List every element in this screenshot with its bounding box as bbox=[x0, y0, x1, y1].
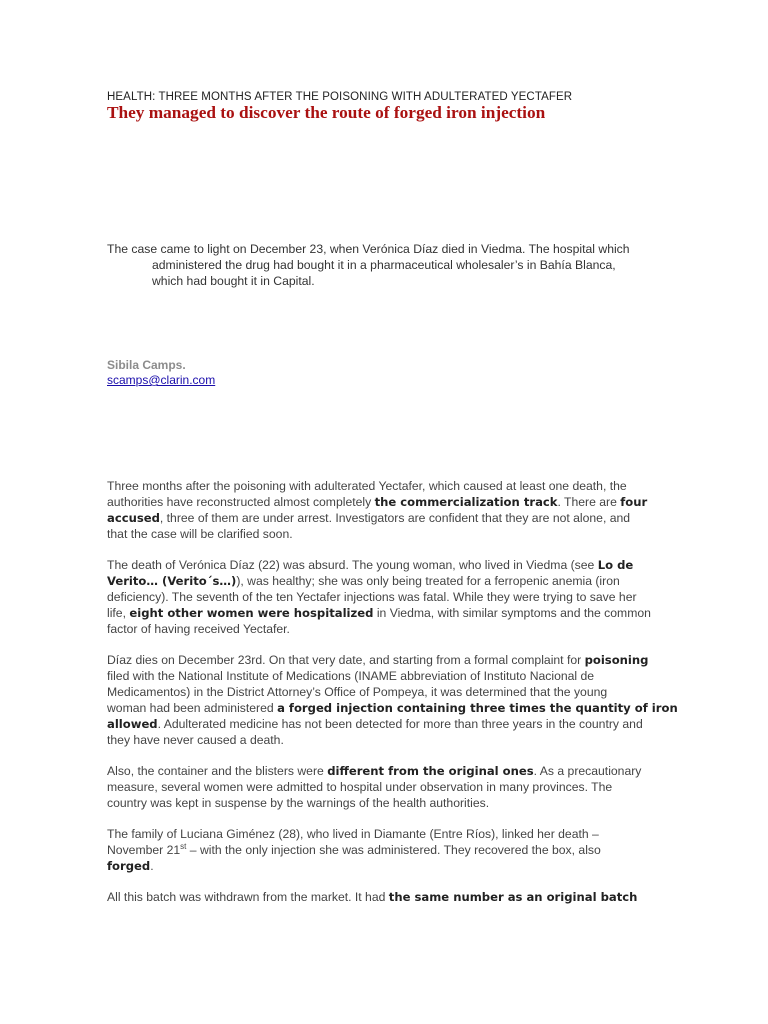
text-line: that the case will be clarified soon. bbox=[107, 527, 293, 541]
text-run: . Adulterated medicine has not been detected for more than three years in the country and bbox=[157, 717, 643, 731]
text-run: November 21 bbox=[107, 843, 181, 857]
text-run: ), was healthy; she was only being treated for a ferropenic anemia (iron bbox=[236, 574, 620, 588]
text-line: factor of having received Yectafer. bbox=[107, 622, 290, 636]
text-line bbox=[107, 889, 663, 905]
article-body bbox=[107, 478, 678, 920]
text-run: . There are bbox=[557, 495, 621, 509]
text-line bbox=[107, 494, 663, 510]
text-line bbox=[107, 557, 663, 573]
bold-text: a forged injection containing three times the quantity of iron bbox=[277, 701, 678, 715]
text-run: woman had been administered bbox=[107, 701, 278, 715]
text-line bbox=[107, 858, 663, 874]
text-line bbox=[107, 573, 663, 589]
summary-line: The case came to light on December 23, when Verónica Díaz died in Viedma. The hospital which bbox=[107, 242, 630, 256]
text-line: country was kept in suspense by the warnings of the health authorities. bbox=[107, 796, 490, 810]
bold-text: accused bbox=[107, 511, 160, 525]
summary-line: which had bought it in Capital. bbox=[152, 274, 315, 288]
section-kicker: HEALTH: THREE MONTHS AFTER THE POISONING WITH ADULTERATED YECTAFER bbox=[107, 91, 573, 103]
text-run: All this batch was withdrawn from the market. It had bbox=[107, 890, 389, 904]
text-line bbox=[107, 763, 663, 779]
author-email-link[interactable]: scamps@clarin.com bbox=[107, 373, 216, 387]
text-run: in Viedma, with similar symptoms and the common bbox=[373, 606, 651, 620]
text-line: Medicamentos) in the District Attorney’s Office of Pompeya, it was determined that the young bbox=[107, 685, 608, 699]
bold-text: the commercialization track bbox=[374, 495, 558, 509]
text-line bbox=[107, 842, 663, 858]
text-run: The death of Verónica Díaz (22) was absurd. The young woman, who lived in Viedma (see bbox=[107, 558, 598, 572]
text-run: – with the only injection she was administered. They recovered the box, also bbox=[186, 843, 601, 857]
text-run: Also, the container and the blisters were bbox=[107, 764, 328, 778]
summary-line: administered the drug had bought it in a pharmaceutical wholesaler’s in Bahía Blanca, bbox=[152, 258, 616, 272]
bold-text: the same number as an original batch bbox=[388, 890, 638, 904]
paragraph bbox=[107, 478, 663, 542]
text-run: life, bbox=[107, 606, 130, 620]
text-line bbox=[107, 510, 663, 526]
bold-text: allowed bbox=[107, 717, 158, 731]
superscript: st bbox=[180, 841, 187, 851]
text-line bbox=[107, 652, 663, 668]
text-line: filed with the National Institute of Medications (INAME abbreviation of Instituto Nacional de bbox=[107, 669, 595, 683]
bold-text: Lo de bbox=[597, 558, 634, 572]
text-line: deficiency). The seventh of the ten Yectafer injections was fatal. While they were trying to save her bbox=[107, 590, 637, 604]
bold-text: four bbox=[620, 495, 648, 509]
text-run: . As a precautionary bbox=[533, 764, 642, 778]
text-line bbox=[107, 716, 663, 732]
text-run: , three of them are under arrest. Investigators are confident that they are not alone, and bbox=[159, 511, 631, 525]
paragraph bbox=[107, 889, 663, 905]
text-line: they have never caused a death. bbox=[107, 733, 284, 747]
paragraph bbox=[107, 763, 663, 811]
text-line bbox=[107, 605, 663, 621]
paragraph bbox=[107, 652, 678, 748]
text-line bbox=[107, 700, 678, 716]
paragraph bbox=[107, 826, 663, 874]
text-line: Three months after the poisoning with adulterated Yectafer, which caused at least one death, the bbox=[107, 479, 627, 493]
headline: They managed to discover the route of forged iron injection bbox=[107, 103, 546, 122]
bold-text: poisoning bbox=[584, 653, 649, 667]
bold-text: eight other women were hospitalized bbox=[129, 606, 374, 620]
article-summary bbox=[107, 241, 663, 289]
text-run: authorities have reconstructed almost completely bbox=[107, 495, 375, 509]
bold-text: forged bbox=[107, 859, 151, 873]
bold-text: different from the original ones bbox=[327, 764, 534, 778]
text-line: measure, several women were admitted to hospital under observation in many provinces. The bbox=[107, 780, 613, 794]
author-name: Sibila Camps. bbox=[107, 358, 186, 372]
text-line: The family of Luciana Giménez (28), who lived in Diamante (Entre Ríos), linked her death – bbox=[107, 827, 599, 841]
paragraph bbox=[107, 557, 663, 637]
text-run: Díaz dies on December 23rd. On that very date, and starting from a formal complaint for bbox=[107, 653, 585, 667]
bold-text: Verito… (Verito´s…) bbox=[107, 574, 237, 588]
text-run: . bbox=[150, 859, 154, 873]
